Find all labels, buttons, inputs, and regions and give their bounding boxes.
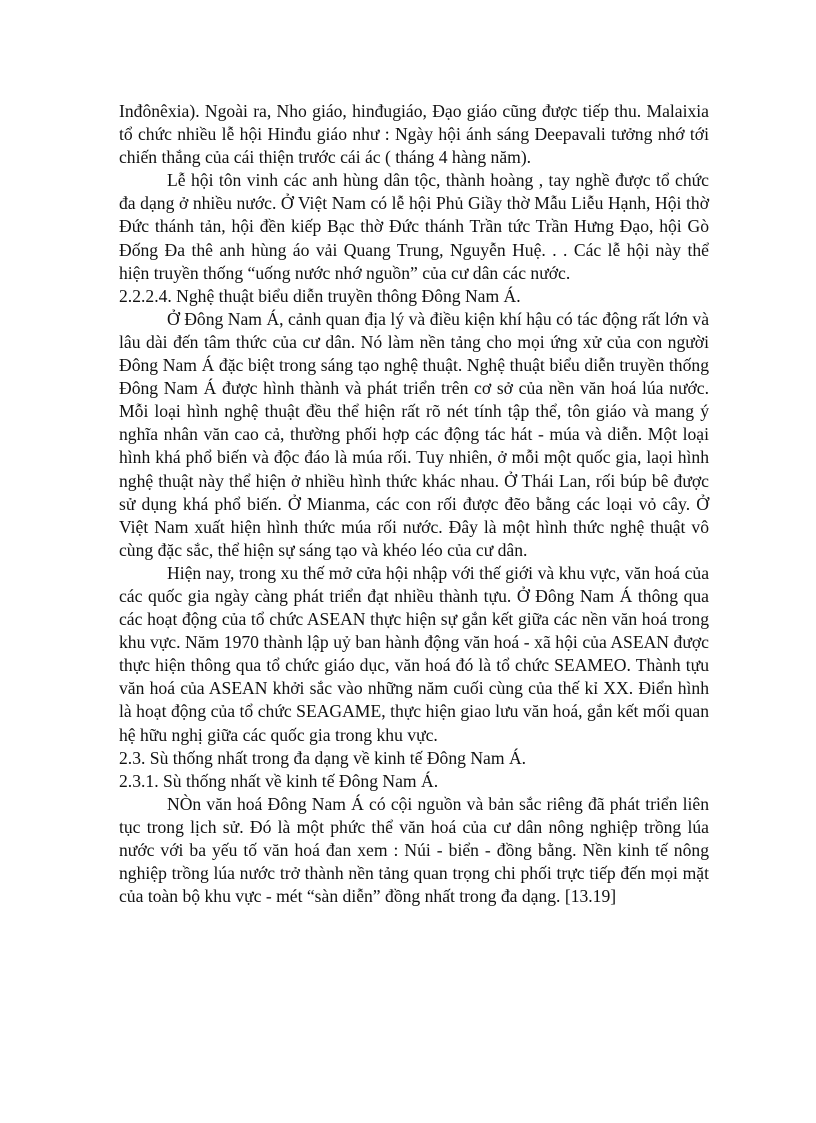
- section-heading-2-3-1: 2.3.1. Sù thống nhất về kinh tế Đông Nam Á.: [119, 770, 439, 791]
- paragraph-festivals: Lễ hội tôn vinh các anh hùng dân tộc, thành hoàng , tay nghề được tổ chức đa dạng ở nhiều nước. Ở Việt Nam có lễ hội Phủ Giầy thờ Mẫu Liễu Hạnh, Hội thờ Đức thánh tản, hội đền kiếp Bạc thờ Đức thánh Trần tức Trần Hưng Đạo, hội Gò Đống Đa thê anh hùng áo vải Quang Trung, Nguyễn Huệ. . . Các lễ hội này thể hiện truyền thống “uống nước nhớ nguồn” của cư dân các nước.: [119, 170, 709, 283]
- paragraph-economy-unity: NÒn văn hoá Đông Nam Á có cội nguồn và bản sắc riêng đã phát triển liên tục trong lịch sử. Đó là một phức thể văn hoá của cư dân nông nghiệp trồng lúa nước với ba yếu tố văn hoá đan xem : Núi - biển - đồng bằng. Nền kinh tế nông nghiệp trồng lúa nước trở thành nền tảng quan trọng chi phối trực tiếp đến mọi mặt của toàn bộ khu vực - mét “sàn diễn” đồng nhất trong đa dạng. [13.19]: [119, 793, 709, 907]
- paragraph-asean-culture: Hiện nay, trong xu thế mở cửa hội nhập với thế giới và khu vực, văn hoá của các quốc gia ngày càng phát triển đạt nhiều thành tựu. Ở Đông Nam Á thông qua các hoạt động của tổ chức ASEAN thực hiện sự gắn kết giữa các nền văn hoá trong khu vực. Năm 1970 thành lập uỷ ban hành động văn hoá - xã hội của ASEAN được thực hiện thông qua tổ chức giáo dục, văn hoá đó là tổ chức SEAMEO. Thành tựu văn hoá của ASEAN khởi sắc vào những năm cuối cùng của thế kỉ XX. Điển hình là hoạt động của tổ chức SEAGAME, thực hiện giao lưu văn hoá, gắn kết mối quan hệ hữu nghị giữa các quốc gia trong khu vực.: [119, 562, 709, 745]
- paragraph-intro: Inđônêxia). Ngoài ra, Nho giáo, hinđugiáo, Đạo giáo cũng được tiếp thu. Malaixia tổ chức nhiều lễ hội Hinđu giáo như : Ngày hội ánh sáng Deepavali tưởng nhớ tới chiến thắng của cái thiện trước cái ác ( tháng 4 hàng năm).: [119, 101, 709, 168]
- body-text: [119, 100, 709, 908]
- paragraph-performing-arts: Ở Đông Nam Á, cảnh quan địa lý và điều kiện khí hậu có tác động rất lớn và lâu dài đến tâm thức của cư dân. Nó làm nền tảng cho mọi ứng xử của con người Đông Nam Á đặc biệt trong sáng tạo nghệ thuật. Nghệ thuật biểu diễn truyền thống Đông Nam Á được hình thành và phát triển trên cơ sở của nền văn hoá lúa nước. Mỗi loại hình nghệ thuật đều thể hiện rất rõ nét tính tập thể, tôn giáo và mang ý nghĩa nhân văn cao cả, thường phối hợp các động tác hát - múa và diễn. Một loại hình khá phổ biến và độc đáo là múa rối. Tuy nhiên, ở mỗi một quốc gia, laọi hình nghệ thuật này thể hiện ở nhiều hình thức khác nhau. Ở Thái Lan, rối búp bê được sử dụng khá phổ biến. Ở Mianma, các con rối được đẽo bằng các loại vỏ cây. Ở Việt Nam xuất hiện hình thức múa rối nước. Đây là một hình thức nghệ thuật vô cùng đặc sắc, thể hiện sự sáng tạo và khéo léo của cư dân.: [119, 308, 709, 560]
- section-heading-2-2-2-4: 2.2.2.4. Nghệ thuật biểu diễn truyền thông Đông Nam Á.: [119, 285, 521, 306]
- section-heading-2-3: 2.3. Sù thống nhất trong đa dạng về kinh tế Đông Nam Á.: [119, 747, 527, 768]
